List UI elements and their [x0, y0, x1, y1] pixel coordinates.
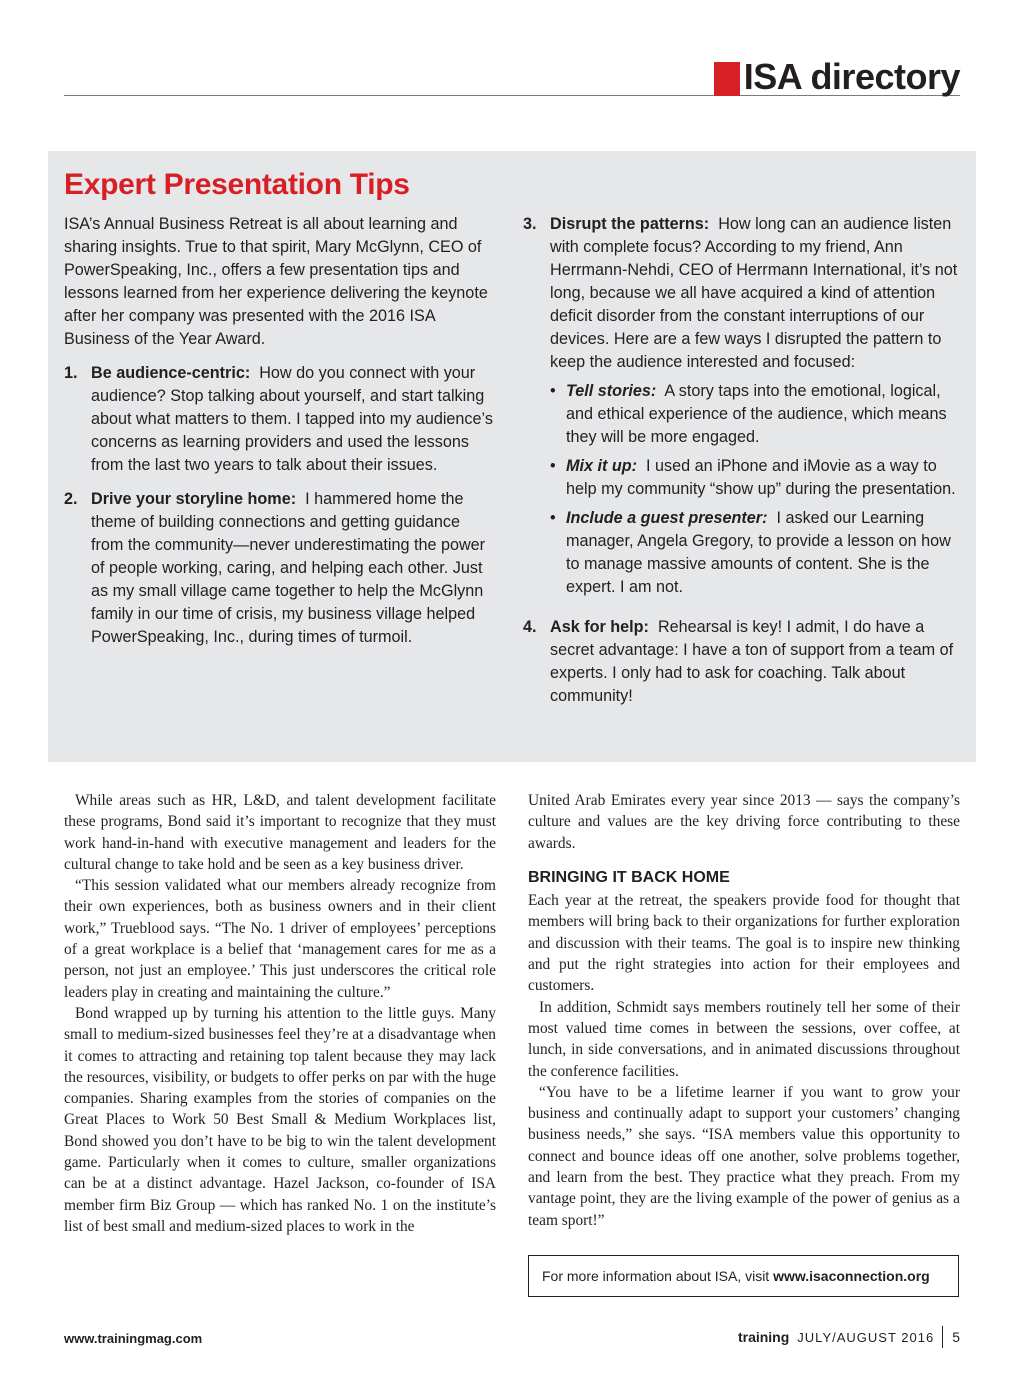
bullet-body: [566, 380, 963, 449]
article-paragraph: Each year at the retreat, the speakers provide food for thought that members will bring back to their organizations for further exploration and discussion with their teams. The goal is to inspire new thinking and put the right strategies into action for their employees and customers.: [528, 892, 960, 995]
article-paragraph: In addition, Schmidt says members routinely tell her some of their most valued time comes in between the sessions, over coffee, at lunch, in side conversations, and in animated discussions throughout the conference facilities.: [528, 998, 960, 1080]
article-paragraph: Bond wrapped up by turning his attention to the little guys. Many small to medium-sized businesses feel they’re at a disadvantage when it comes to attracting and retaining top talent because they may lack the resources, visibility, or budgets to offer perks on par with the huge companies. Sharing examples from the stories of companies on the Great Places to Work 50 Best Small & Medium Workplaces list, Bond showed you don’t have to be big to win the talent development game. Particularly when it comes to culture, smaller organizations can be at a distinct advantage. Hazel Jackson, co-founder of ISA member firm Biz Group — which has ranked No. 1 on the institute’s list of best small and medium-sized places to work in the: [64, 1004, 496, 1235]
tips-left-column: [64, 213, 496, 660]
footer-folio: [738, 1326, 960, 1348]
tip-item: [523, 616, 963, 708]
article-left-column: [64, 790, 496, 1237]
section-header: [714, 58, 960, 96]
footer-website[interactable]: www.trainingmag.com: [64, 1331, 203, 1346]
bullet-body: [566, 455, 963, 501]
brand-square-icon: [714, 62, 740, 96]
tip-body: [91, 362, 496, 477]
bullet-icon: •: [550, 457, 556, 475]
tip-item: [64, 488, 496, 649]
bullet-label: Tell stories:: [566, 382, 657, 400]
info-link[interactable]: www.isaconnection.org: [773, 1268, 930, 1284]
tip-label: Ask for help:: [550, 618, 649, 636]
tip-text: Rehearsal is key! I admit, I do have a secret advantage: I have a ton of support from a team of experts. I only had to ask for coaching. Talk about community!: [550, 618, 954, 705]
tip-body: [550, 213, 963, 605]
tip-text: How do you connect with your audience? Stop talking about yourself, and start talking about what matters to them. I tapped into my audience’s concerns as learning providers and used the lessons from the last two years to talk about their issues.: [91, 364, 493, 474]
bullet-text: A story taps into the emotional, logical, and ethical experience of the audience, which means they will be more engaged.: [566, 382, 947, 446]
article-paragraph: “This session validated what our members already recognize from their own experiences, both as business owners and in their client work,” Trueblood says. “The No. 1 driver of employees’ perceptions of a great workplace is a belief that ‘management cares for me as a person, not just an employee.’ This just underscores the critical role leaders play in creating and maintaining the culture.”: [64, 877, 496, 1001]
article-right-column: [528, 790, 960, 1231]
bullet-text: I asked our Learning manager, Angela Gregory, to provide a lesson on how to manage massive amounts of content. She is the expert. I am not.: [566, 509, 951, 596]
tip-number: 4.: [523, 618, 537, 636]
tip-body: [550, 616, 963, 708]
footer-magazine: training: [737, 1329, 790, 1345]
tip-text: How long can an audience listen with complete focus? According to my friend, Ann Herrmann-Nehdi, CEO of Herrmann International, it’s not long, because we all have acquired a kind of attention deficit disorder from the constant interruptions of our devices. Here are a few ways I disrupted the pattern to keep the audience interested and focused:: [550, 215, 958, 371]
tip-body: [91, 488, 496, 649]
tip-text: I hammered home the theme of building connections and getting guidance from the community—never underestimating the power of people working, caring, and helping each other. Just as my small village came together to help the McGlynn family in our time of crisis, my business village helped PowerSpeaking, Inc., during times of turmoil.: [91, 490, 486, 646]
bullet-icon: •: [550, 509, 556, 527]
article-paragraph: “You have to be a lifetime learner if you want to grow your business and continually adapt to support your customers’ changing business needs,” she says. “ISA members value this opportunity to connect and bounce ideas off one another, solve problems together, and learn from the best. They practice what they preach. From my vantage point, they are the living example of the power of genius as a team sport!”: [528, 1083, 960, 1229]
tip-number: 3.: [523, 215, 537, 233]
tips-intro: ISA’s Annual Business Retreat is all about learning and sharing insights. True to that spirit, Mary McGlynn, CEO of PowerSpeaking, Inc., offers a few presentation tips and lessons learned from her experience delivering the keynote after her company was presented with the 2016 ISA Business of the Year Award.: [64, 215, 488, 348]
info-text: For more information about ISA, visit: [542, 1268, 774, 1284]
article-paragraph: United Arab Emirates every year since 2013 — says the company’s culture and values are the key driving force contributing to these awards.: [528, 792, 960, 852]
section-title: ISA directory: [743, 56, 960, 97]
tip-item: [523, 213, 963, 605]
bullet-item: [550, 380, 963, 449]
tip-label: Drive your storyline home:: [91, 490, 297, 508]
article-paragraph: While areas such as HR, L&D, and talent development facilitate these programs, Bond said it’s important to recognize that they must work hand-in-hand with executive management and leaders for the cultural change to take hold and be seen as a key business driver.: [64, 792, 496, 873]
bullet-item: [550, 507, 963, 599]
footer-divider: [942, 1326, 943, 1348]
tip-item: [64, 362, 496, 477]
bullet-label: Include a guest presenter:: [566, 509, 768, 527]
bullet-icon: •: [550, 382, 556, 400]
bullet-body: [566, 507, 963, 599]
info-box: [528, 1255, 959, 1297]
tips-title: Expert Presentation Tips: [64, 168, 410, 201]
section-heading: BRINGING IT BACK HOME: [528, 868, 730, 886]
tip-label: Disrupt the patterns:: [550, 215, 710, 233]
footer-issue: JULY/AUGUST 2016: [797, 1329, 935, 1345]
tip-label: Be audience-centric:: [91, 364, 251, 382]
bullet-item: [550, 455, 963, 501]
tip-number: 2.: [64, 490, 78, 508]
tip-bullet-list: [550, 380, 963, 599]
bullet-label: Mix it up:: [566, 457, 638, 475]
bullet-text: I used an iPhone and iMovie as a way to help my community “show up” during the presentation.: [566, 457, 956, 498]
tip-number: 1.: [64, 364, 78, 382]
tips-right-column: [523, 213, 963, 719]
page-number: 5: [952, 1329, 960, 1345]
